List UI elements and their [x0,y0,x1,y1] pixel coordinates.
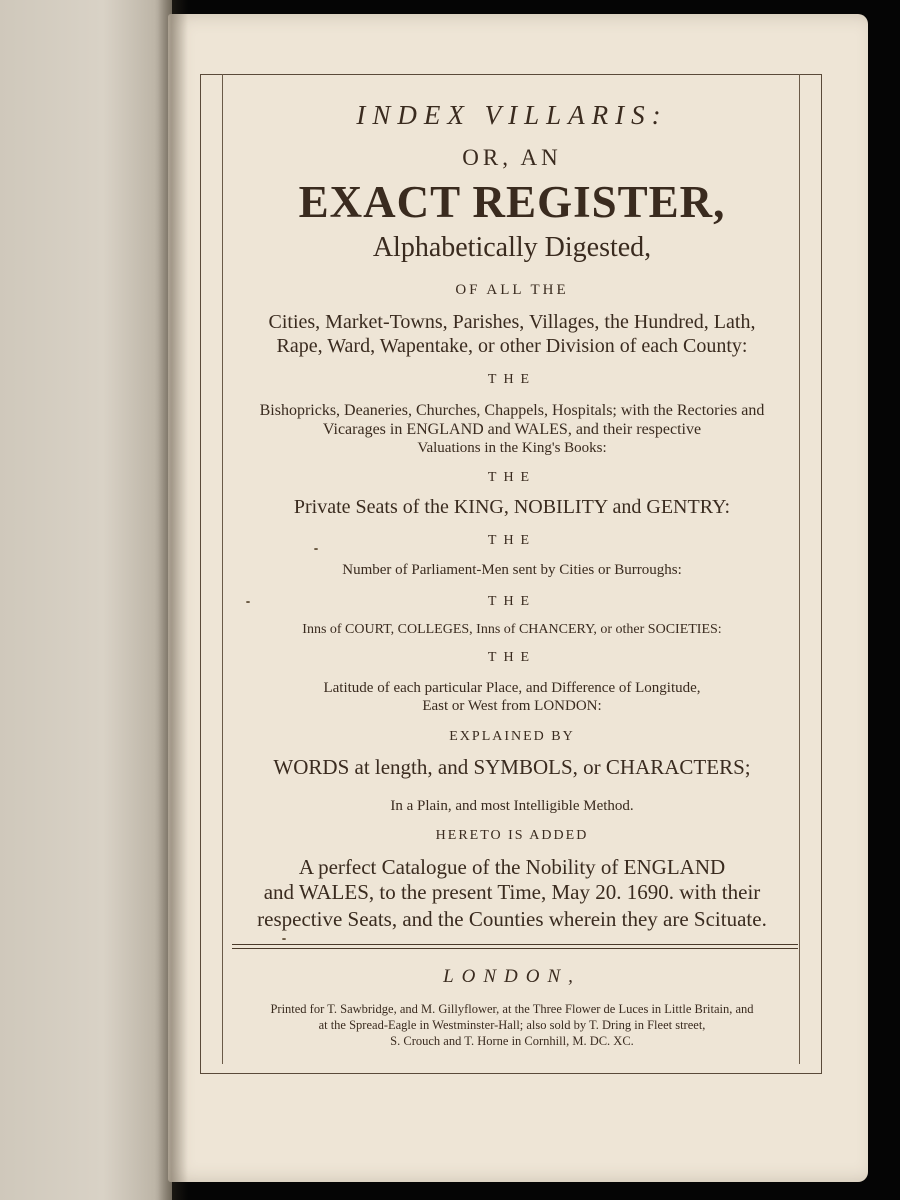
imprint-city: LONDON, [443,966,581,987]
ink-spot [246,601,250,603]
cities-line-2: Rape, Ward, Wapentake, or other Division of each County: [276,335,748,357]
inns-of-court-line: Inns of COURT, COLLEGES, Inns of CHANCERY, or other SOCIETIES: [302,622,722,637]
ink-spot [282,938,286,940]
cities-line-1: Cities, Market-Towns, Parishes, Villages, the Hundred, Lath, [268,311,756,333]
words-symbols-line: WORDS at length, and SYMBOLS, or CHARACTERS; [273,755,751,779]
subtitle-alphabetically: Alphabetically Digested, [372,232,652,263]
the-divider-2: THE [487,470,537,485]
of-all-the: OF ALL THE [455,282,569,298]
book-gutter [158,0,188,1200]
bishopricks-line-2: Vicarages in ENGLAND and WALES, and their respective [322,421,702,438]
parliament-men-line: Number of Parliament-Men sent by Cities or Burroughs: [342,562,682,578]
the-divider-3: THE [487,533,537,548]
left-page [0,0,172,1200]
imprint-line-3: S. Crouch and T. Horne in Cornhill, M. DC. XC. [390,1034,634,1048]
catalogue-line-1: A perfect Catalogue of the Nobility of ENGLAND [298,855,726,879]
imprint-rule [232,944,798,945]
the-divider-5: THE [487,650,537,665]
imprint-line-1: Printed for T. Sawbridge, and M. Gillyflower, at the Three Flower de Luces in Little Britain, and [270,1002,754,1016]
title-index-villaris: INDEX VILLARIS: [356,100,668,130]
catalogue-line-2: and WALES, to the present Time, May 20. 1690. with their [263,880,761,904]
title-or-an: OR, AN [462,145,562,170]
ink-spot [314,548,318,550]
imprint-line-2: at the Spread-Eagle in Westminster-Hall; also sold by T. Dring in Fleet street, [318,1018,706,1032]
bishopricks-line-3: Valuations in the King's Books: [417,440,607,456]
catalogue-line-3: respective Seats, and the Counties wherein they are Scituate. [257,907,767,931]
the-divider-1: THE [487,372,537,387]
explained-by: EXPLAINED BY [449,729,575,744]
private-seats-line: Private Seats of the KING, NOBILITY and GENTRY: [293,496,731,518]
imprint-rule-thin [232,948,798,949]
the-divider-4: THE [487,594,537,609]
bishopricks-line-1: Bishopricks, Deaneries, Churches, Chappels, Hospitals; with the Rectories and [259,402,765,419]
latitude-line-1: Latitude of each particular Place, and Difference of Longitude, [323,680,701,696]
latitude-line-2: East or West from LONDON: [422,698,602,714]
hereto-is-added: HERETO IS ADDED [435,828,589,843]
plain-method-line: In a Plain, and most Intelligible Method. [390,798,634,814]
main-title: EXACT REGISTER, [298,177,726,227]
